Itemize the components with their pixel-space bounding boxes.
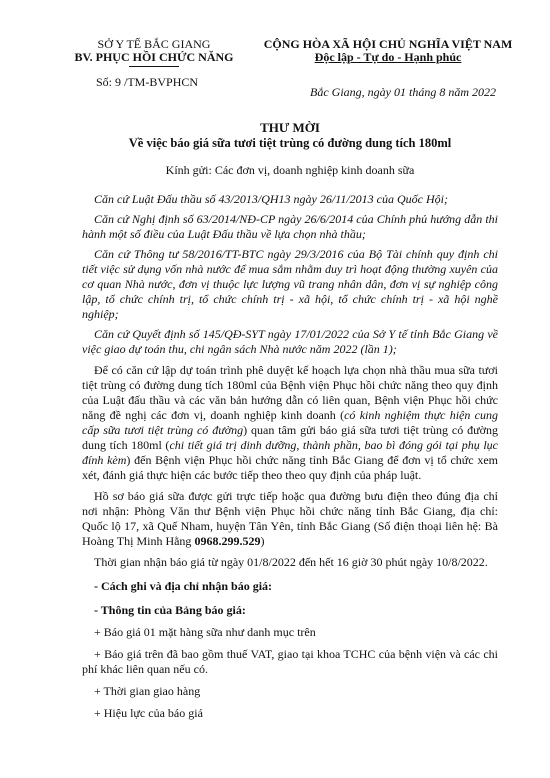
issuer-block — [74, 38, 234, 89]
contact-phone: 0968.299.529 — [194, 534, 261, 548]
section-heading: - Cách ghi và địa chỉ nhận báo giá: — [94, 579, 273, 593]
document-title: THƯ MỜI — [260, 120, 320, 135]
document-subject: Về việc báo giá sữa tươi tiệt trùng có đường dung tích 180ml — [128, 136, 452, 150]
request-text-c: ) quan tâm gửi báo giá sữa tươi tiệt trùng có đường dung tích 180ml ( — [82, 423, 499, 452]
request-text-e: ) đến Bệnh viện Phục hồi chức năng tỉnh Bắc Giang để đơn vị tổ chức xem xét, đánh giá thực hiện các bước tiếp theo theo quy định của pháp luật. — [82, 453, 499, 482]
submission-paragraph — [82, 489, 498, 549]
issuer-department: SỞ Y TẾ BẮC GIANG — [97, 37, 211, 51]
issuer-hospital: BV. PHỤC HỒI CHỨC NĂNG — [74, 50, 234, 64]
national-motto: Độc lập - Tự do - Hạnh phúc — [314, 50, 462, 64]
request-text-appendix: chi tiết giá trị dinh dưỡng, thành phần, bao bì đóng gói tại phụ lục đính kèm — [82, 438, 498, 467]
request-text-experience: có kinh nghiệm thực hiện cung cấp sữa tươi tiệt trùng có đường — [82, 408, 498, 437]
document-number-prefix: Số: — [96, 75, 113, 89]
document-number-value: 9 — [115, 75, 122, 89]
submission-text-b: ) — [260, 534, 265, 548]
legal-basis-4: Căn cứ Quyết định số 145/QĐ-SYT ngày 17/01/2022 của Sở Y tế tỉnh Bắc Giang về việc giao dự toán thu, chi ngân sách Nhà nước năm 2022 (lần 1); — [82, 327, 498, 356]
request-paragraph — [82, 363, 498, 483]
issuer-underline — [129, 66, 179, 67]
request-text-a: Để có căn cứ lập dự toán trình phê duyệt kế hoạch lựa chọn nhà thầu mua sữa tươi tiệt trùng có đường dung tích 180ml của Bệnh viện Phục hồi chức năng theo quy định của Luật đấu thầu và các văn bản hướng dẫn có liên quan, Bệnh viện Phục hồi chức năng đề nghị các đơn vị, doanh nghiệp kinh doanh ( — [82, 363, 498, 422]
recipient-greeting: Kính gửi: Các đơn vị, doanh nghiệp kinh doanh sữa — [165, 163, 415, 177]
document-number-suffix: /TM-BVPHCN — [124, 75, 199, 89]
legal-basis-2: Căn cứ Nghị định số 63/2014/NĐ-CP ngày 26/6/2014 của Chính phủ hướng dẫn thi hành một số điều của Luật Đấu thầu về lựa chọn nhà thầu; — [82, 212, 498, 241]
list-item: + Thời gian giao hàng — [94, 684, 201, 698]
list-item: + Hiệu lực của báo giá — [94, 706, 203, 720]
document-number — [74, 76, 234, 89]
document-date: Bắc Giang, ngày 01 tháng 8 năm 2022 — [310, 85, 496, 99]
list-item: + Báo giá trên đã bao gồm thuế VAT, giao tại khoa TCHC của bệnh viện và các chi phí khác liên quan nếu có. — [82, 647, 498, 676]
subsection-heading: - Thông tin của Bảng báo giá: — [94, 603, 246, 617]
submission-text-a: Hồ sơ báo giá sữa được gửi trực tiếp hoặc qua đường bưu điện theo đúng địa chỉ nơi nhận: Phòng Văn thư Bệnh viện Phục hồi chức năng tỉnh Bắc Giang, địa chỉ: Quốc lộ 17, xã Quế Nham, huyện Tân Yên, tỉnh Bắc Giang (Số điện thoại liên hệ: Bà Hoàng Thị Minh Hằng — [82, 489, 498, 548]
legal-basis-3: Căn cứ Thông tư 58/2016/TT-BTC ngày 29/3/2016 của Bộ Tài chính quy định chi tiết việc sử dụng vốn nhà nước để mua sắm nhằm duy trì hoạt động thường xuyên của cơ quan Nhà nước, đơn vị thuộc lực lượng vũ trang nhân dân, đơn vị sự nghiệp công lập, tổ chức chính trị, tổ chức chính trị - xã hội, tổ chức chính trị - xã hội nghề nghiệp; — [82, 247, 498, 321]
national-heading — [238, 38, 538, 64]
document-header — [74, 0, 513, 100]
legal-basis-1: Căn cứ Luật Đấu thầu số 43/2013/QH13 ngày 26/11/2013 của Quốc Hội; — [94, 192, 448, 206]
national-name: CỘNG HÒA XÃ HỘI CHỦ NGHĨA VIỆT NAM — [263, 37, 513, 51]
list-item: + Báo giá 01 mặt hàng sữa như danh mục trên — [94, 625, 316, 639]
deadline-paragraph: Thời gian nhận báo giá từ ngày 01/8/2022 đến hết 16 giờ 30 phút ngày 10/8/2022. — [94, 555, 488, 569]
